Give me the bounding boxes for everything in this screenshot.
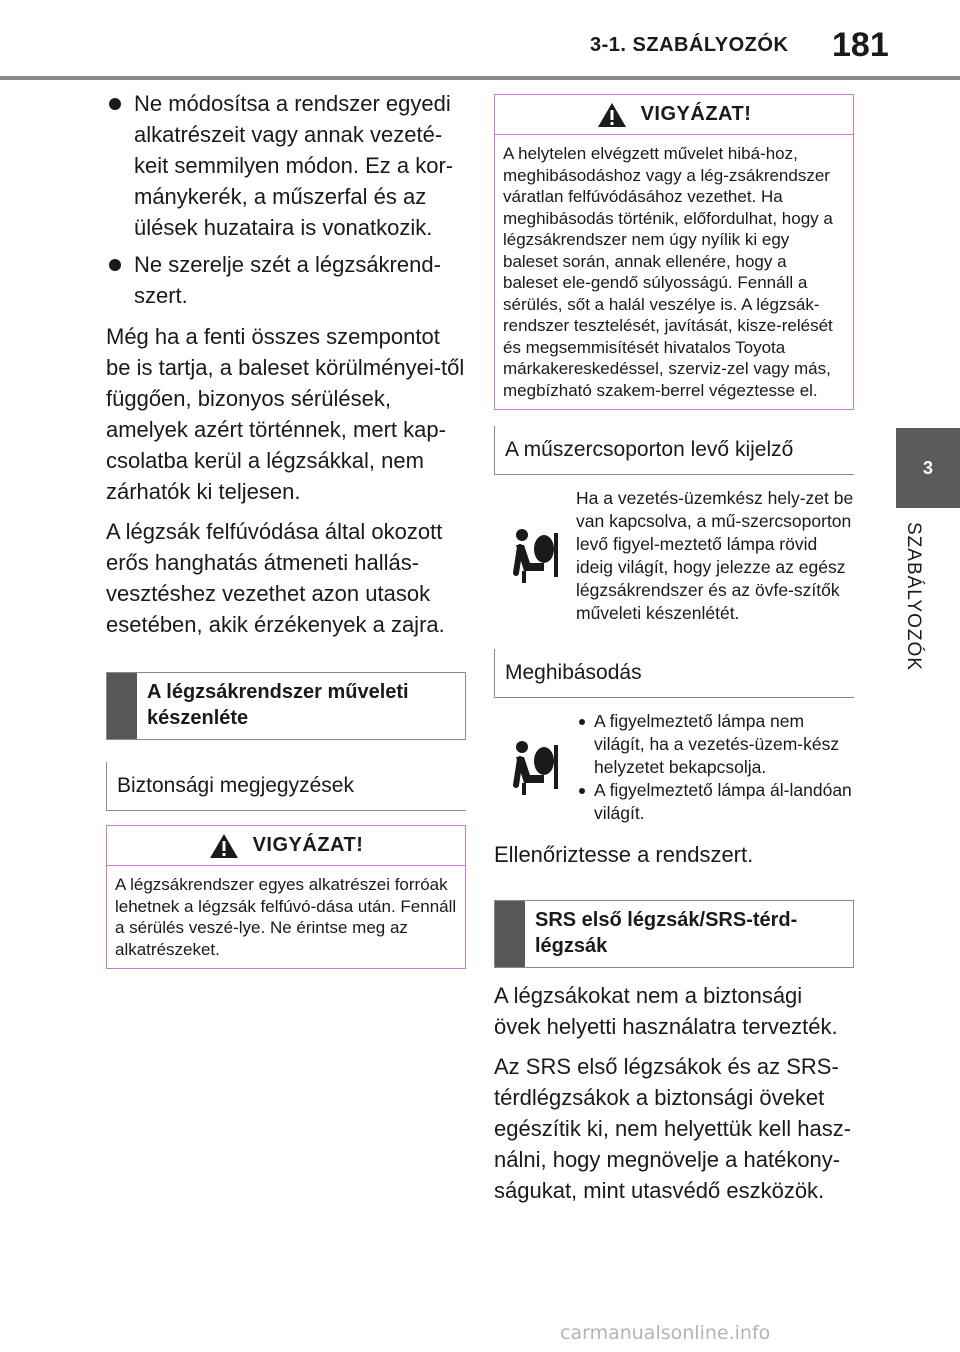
warning-title: VIGYÁZAT! (495, 95, 853, 135)
list-item: Ne szerelje szét a légzsákrend-szert. (106, 249, 466, 311)
page-number: 181 (832, 26, 889, 64)
subsection-heading: A műszercsoporton levő kijelző (494, 426, 854, 475)
airbag-warning-icon (510, 739, 560, 797)
paragraph: A légzsák felfúvódása által okozott erős hanghatás átmeneti hallás-vesztéshez vezethet azon utasok esetében, akik érzékenyek a zajra. (106, 519, 445, 637)
bullet-icon (579, 788, 585, 794)
left-column (106, 88, 466, 969)
bullet-icon (579, 719, 585, 725)
right-column (494, 94, 854, 1215)
watermark: carmanualsonline.info (560, 1322, 771, 1344)
bullet-icon (109, 98, 121, 110)
subsection-heading: Biztonsági megjegyzések (106, 762, 466, 811)
paragraph: Az SRS első légzsákok és az SRS-térdlégzsákok a biztonsági öveket egészítik ki, nem helyettük kell hasz-nálni, hogy megnövelje a hatékony-ságukat, mint utasvédő eszközök. (494, 1054, 852, 1203)
fault-description (494, 710, 854, 825)
warning-text: A légzsákrendszer egyes alkatrészei forróak lehetnek a légzsák felfúvó-dása után. Fennáll a sérülés veszé-lye. Ne érintse meg az alkatrészeket. (115, 875, 457, 959)
indicator-description (494, 487, 854, 625)
paragraph: A légzsákokat nem a biztonsági övek helyetti használatra tervezték. (494, 983, 838, 1039)
list-item: A figyelmeztető lámpa ál-landóan világít. (576, 779, 854, 825)
header-divider (0, 76, 960, 80)
section-heading: SRS első légzsák/SRS-térd-légzsák (494, 900, 854, 968)
warning-title: VIGYÁZAT! (107, 826, 465, 866)
heading-bar (495, 901, 525, 967)
fault-list (576, 710, 854, 825)
airbag-warning-icon (510, 527, 560, 585)
bullet-icon (109, 259, 121, 271)
warning-triangle-icon (209, 833, 239, 859)
subsection-heading: Meghibásodás (494, 649, 854, 698)
warning-box (106, 825, 466, 969)
chapter-tab: 3 (896, 428, 960, 508)
section-heading: A légzsákrendszer műveleti készenléte (106, 672, 466, 740)
list-item: A figyelmeztető lámpa nem világít, ha a vezetés-üzem-kész helyzetet bekapcsolja. (576, 710, 854, 779)
warning-text: A helytelen elvégzett művelet hibá-hoz, meghibásodáshoz vagy a lég-zsákrendszer váratlan felfúvódásához vezethet. Ha meghibásodás történik, előfordulhat, hogy a légzsákrendszer nem úgy nyílik ki egy baleset során, annak ellenére, hogy a baleset ele-gendő súlyosságú. Fennáll a sérülés, sőt a halál veszélye is. A légzsák-rendszer tesztelését, javítását, kisze-relését és megsemmisítését hivatalos Toyota márkakereskedéssel, szerviz-zel vagy más, megbízható szakem-berrel végeztesse el. (503, 144, 833, 400)
heading-bar (107, 673, 137, 739)
paragraph: Ellenőriztesse a rendszert. (494, 842, 754, 867)
warning-box (494, 94, 854, 410)
indicator-text: Ha a vezetés-üzemkész hely-zet be van kapcsolva, a mű-szercsoporton levő figyel-meztető lámpa rövid ideig világít, hogy jelezze az egész légzsákrendszer és az övfe-szítők műveleti készenlétét. (576, 488, 854, 623)
chapter-label: SZABÁLYOZÓK (903, 522, 924, 671)
warning-triangle-icon (597, 102, 627, 128)
paragraph: Még ha a fenti összes szempontot be is tartja, a baleset körülményei-től függően, bizonyos sérülések, amelyek azért történnek, mert kap-csolatba kerül a légzsákkal, nem zárhatók ki teljesen. (106, 324, 465, 504)
list-item: Ne módosítsa a rendszer egyedi alkatrészeit vagy annak vezeté-keit semmilyen módon. Ez a kor-mánykerék, a műszerfal és az ülések huzataira is vonatkozik. (106, 88, 466, 243)
section-title: 3-1. SZABÁLYOZÓK (590, 34, 789, 56)
